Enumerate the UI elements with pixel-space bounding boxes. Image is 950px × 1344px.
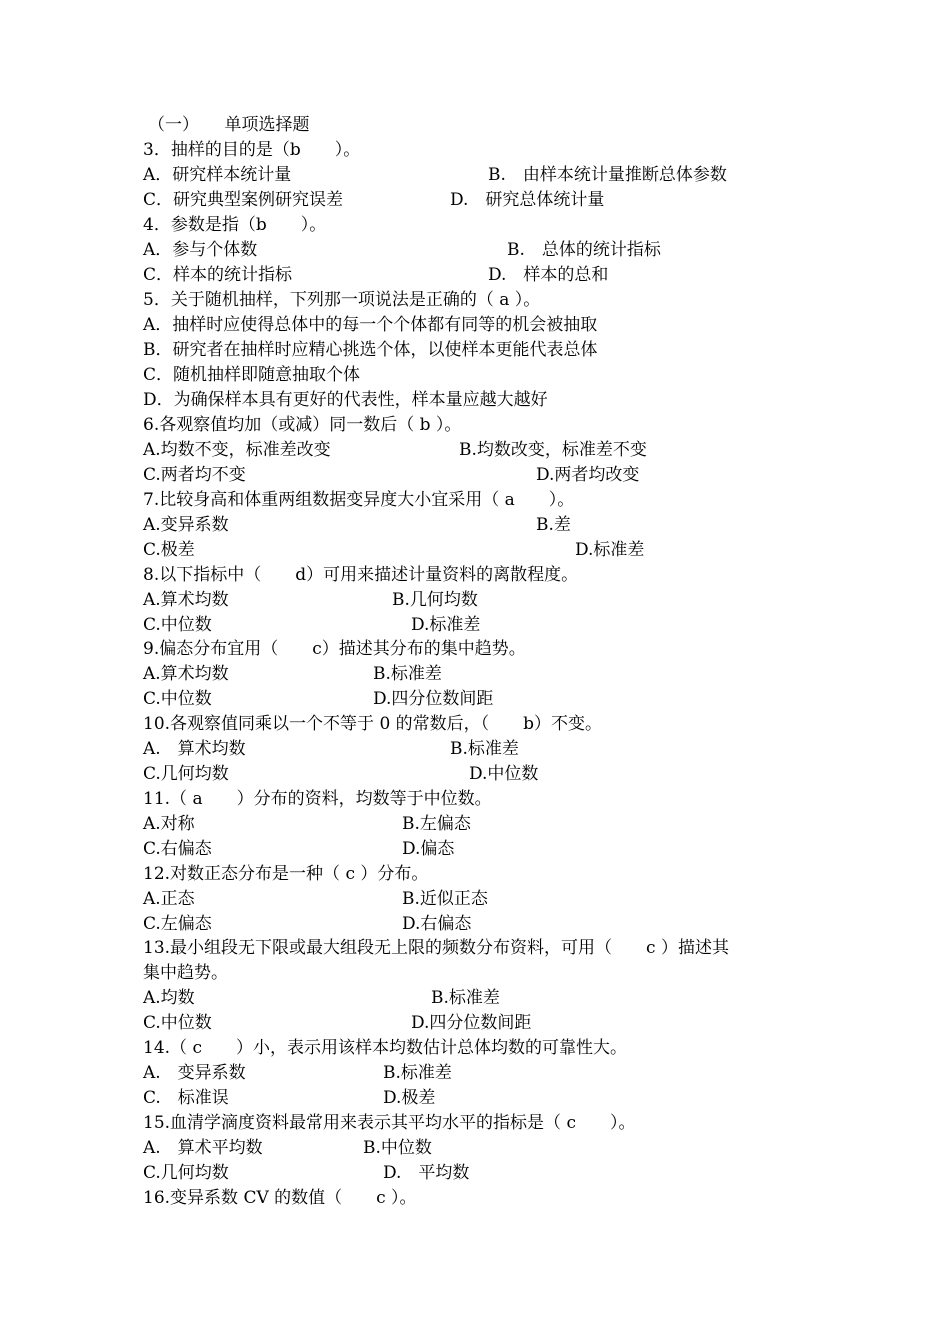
question-6-option-c: C.两者均不变 xyxy=(143,465,246,485)
question-6-stem: 6.各观察值均加（或减）同一数后（ b ）。 xyxy=(143,415,462,435)
question-5-stem: 5．关于随机抽样，下列那一项说法是正确的（ a ）。 xyxy=(143,290,541,310)
question-9-option-b: B.标准差 xyxy=(373,664,442,684)
question-4-option-b: B. 总体的统计指标 xyxy=(507,240,661,260)
question-12-option-a: A.正态 xyxy=(143,889,195,909)
question-3-option-b: B. 由样本统计量推断总体参数 xyxy=(488,165,727,185)
question-11-option-d: D.偏态 xyxy=(402,839,455,859)
question-10-stem: 10.各观察值同乘以一个不等于 0 的常数后，（ b）不变。 xyxy=(143,714,603,734)
question-8-stem: 8.以下指标中（ d）可用来描述计量资料的离散程度。 xyxy=(143,565,579,585)
question-4-stem: 4．参数是指（b ）。 xyxy=(143,215,327,235)
question-7-option-a: A.变异系数 xyxy=(143,515,229,535)
question-10-option-b: B.标准差 xyxy=(450,739,519,759)
question-6-option-b: B.均数改变，标准差不变 xyxy=(459,440,647,460)
question-3-option-c: C．研究典型案例研究误差 xyxy=(143,190,344,210)
question-8-option-a: A.算术均数 xyxy=(143,590,229,610)
question-11-stem: 11.（ a ）分布的资料，均数等于中位数。 xyxy=(143,789,492,809)
question-11-option-a: A.对称 xyxy=(143,814,195,834)
question-13-stem-line-1: 13.最小组段无下限或最大组段无上限的频数分布资料，可用（ c ）描述其 xyxy=(143,938,729,958)
question-4-option-c: C．样本的统计指标 xyxy=(143,265,293,285)
question-16-stem: 16.变异系数 CV 的数值（ c ）。 xyxy=(143,1188,417,1208)
question-5-option-d: D．为确保样本具有更好的代表性，样本量应越大越好 xyxy=(143,390,548,410)
question-14-option-c: C. 标准误 xyxy=(143,1088,229,1108)
question-13-option-a: A.均数 xyxy=(143,988,195,1008)
question-7-option-b: B.差 xyxy=(536,515,571,535)
question-15-stem: 15.血清学滴度资料最常用来表示其平均水平的指标是（ c ）。 xyxy=(143,1113,636,1133)
question-6-option-a: A.均数不变，标准差改变 xyxy=(143,440,331,460)
question-10-option-a: A. 算术均数 xyxy=(143,739,246,759)
question-15-option-a: A. 算术平均数 xyxy=(143,1138,263,1158)
question-3-option-d: D. 研究总体统计量 xyxy=(450,190,605,210)
question-7-stem: 7.比较身高和体重两组数据变异度大小宜采用（ a ）。 xyxy=(143,490,575,510)
question-15-option-c: C.几何均数 xyxy=(143,1163,229,1183)
question-3-stem: 3．抽样的目的是（b ）。 xyxy=(143,140,361,160)
question-4-option-a: A．参与个体数 xyxy=(143,240,258,260)
question-10-option-d: D.中位数 xyxy=(469,764,539,784)
question-15-option-d: D. 平均数 xyxy=(383,1163,470,1183)
question-4-option-d: D. 样本的总和 xyxy=(488,265,609,285)
question-10-option-c: C.几何均数 xyxy=(143,764,229,784)
question-13-option-b: B.标准差 xyxy=(431,988,500,1008)
question-12-stem: 12.对数正态分布是一种（ c ）分布。 xyxy=(143,864,429,884)
question-5-option-b: B．研究者在抽样时应精心挑选个体，以使样本更能代表总体 xyxy=(143,340,598,360)
question-9-option-c: C.中位数 xyxy=(143,689,212,709)
question-8-option-c: C.中位数 xyxy=(143,615,212,635)
question-5-option-a: A．抽样时应使得总体中的每一个个体都有同等的机会被抽取 xyxy=(143,315,598,335)
section-heading: （一） 单项选择题 xyxy=(148,115,310,135)
question-7-option-d: D.标准差 xyxy=(575,540,645,560)
question-11-option-b: B.左偏态 xyxy=(402,814,471,834)
question-6-option-d: D.两者均改变 xyxy=(536,465,640,485)
question-12-option-c: C.左偏态 xyxy=(143,914,212,934)
question-15-option-b: B.中位数 xyxy=(363,1138,432,1158)
question-13-option-d: D.四分位数间距 xyxy=(411,1013,532,1033)
question-7-option-c: C.极差 xyxy=(143,540,195,560)
question-5-option-c: C．随机抽样即随意抽取个体 xyxy=(143,365,361,385)
question-9-option-a: A.算术均数 xyxy=(143,664,229,684)
question-14-option-d: D.极差 xyxy=(383,1088,436,1108)
question-14-stem: 14.（ c ）小，表示用该样本均数估计总体均数的可靠性大。 xyxy=(143,1038,627,1058)
question-13-option-c: C.中位数 xyxy=(143,1013,212,1033)
question-9-option-d: D.四分位数间距 xyxy=(373,689,494,709)
question-14-option-b: B.标准差 xyxy=(383,1063,452,1083)
question-12-option-d: D.右偏态 xyxy=(402,914,472,934)
question-12-option-b: B.近似正态 xyxy=(402,889,488,909)
question-8-option-b: B.几何均数 xyxy=(392,590,478,610)
question-3-option-a: A．研究样本统计量 xyxy=(143,165,292,185)
question-9-stem: 9.偏态分布宜用（ c）描述其分布的集中趋势。 xyxy=(143,639,526,659)
question-11-option-c: C.右偏态 xyxy=(143,839,212,859)
question-13-stem-line-2: 集中趋势。 xyxy=(143,963,228,983)
question-14-option-a: A. 变异系数 xyxy=(143,1063,246,1083)
question-8-option-d: D.标准差 xyxy=(411,615,481,635)
